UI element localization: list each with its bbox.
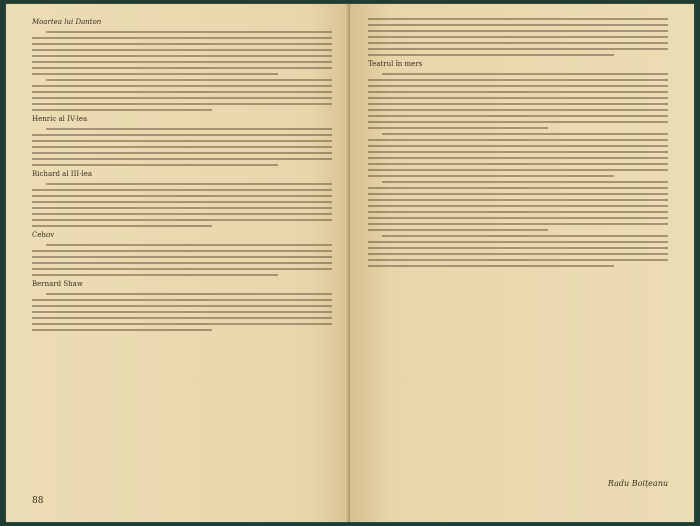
- readable-line: Henric al IV-lea: [32, 115, 88, 123]
- placeholder-paragraph: [368, 73, 668, 129]
- placeholder-paragraph: [368, 181, 668, 231]
- readable-line: Richard al III-lea: [32, 170, 93, 178]
- placeholder-paragraph: [368, 18, 668, 56]
- opening-title: Moartea lui Danton: [32, 18, 102, 26]
- placeholder-paragraph: [32, 128, 332, 166]
- right-page: [350, 4, 694, 522]
- readable-line: Teatrul în mers: [368, 60, 423, 68]
- placeholder-paragraph: [32, 183, 332, 227]
- left-column: [32, 18, 332, 488]
- page-number: 88: [32, 496, 44, 506]
- author-signature: Radu Boițeanu: [607, 479, 668, 488]
- right-column: [368, 18, 668, 488]
- placeholder-paragraph: [32, 31, 332, 75]
- placeholder-paragraph: [32, 244, 332, 276]
- book-spread: [6, 4, 694, 522]
- readable-line: Bernard Shaw: [32, 280, 83, 288]
- left-page: [6, 4, 350, 522]
- placeholder-paragraph: [32, 79, 332, 111]
- readable-line: Cehov: [32, 231, 55, 239]
- placeholder-paragraph: [368, 133, 668, 177]
- placeholder-paragraph: [32, 293, 332, 331]
- placeholder-paragraph: [368, 235, 668, 267]
